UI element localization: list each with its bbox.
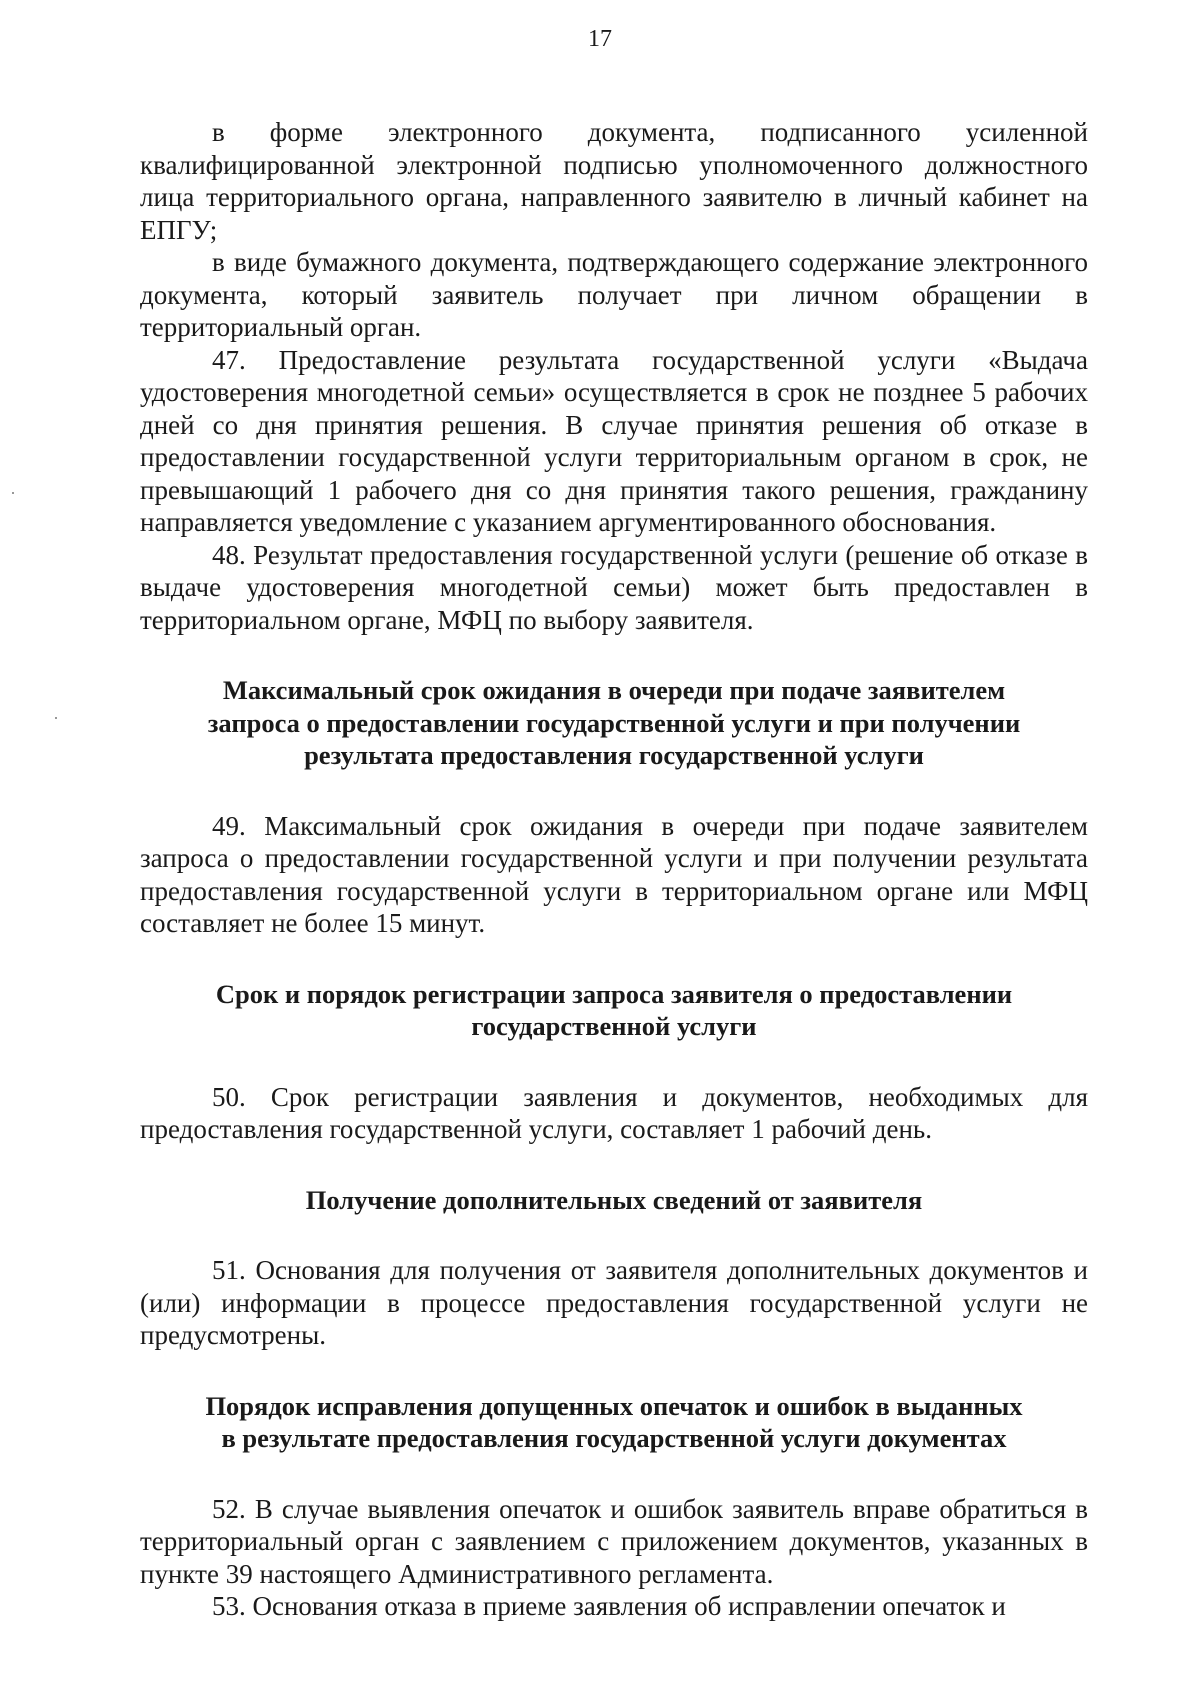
section-heading-registration: Срок и порядок регистрации запроса заявителя о предоставлении государственной услуги [215, 978, 1013, 1041]
paragraph-50: 50. Срок регистрации заявления и документов, необходимых для предоставления государственной услуги, составляет 1 рабочий день. [140, 1081, 1088, 1144]
paragraph-paper-form: в виде бумажного документа, подтверждающего содержание электронного документа, который заявитель получает при личном обращении в территориальный орган. [140, 247, 1088, 342]
paragraph-53: 53. Основания отказа в приеме заявления об исправлении опечаток и [212, 1591, 1006, 1621]
paragraph-47: 47. Предоставление результата государственной услуги «Выдача удостоверения многодетной семьи» осуществляется в срок не позднее 5 рабочих дней со дня принятия решения. В случае принятия решения об отказе в предоставлении государственной услуги территориальным органом в срок, не превышающий 1 рабочего дня со дня принятия такого решения, гражданину направляется уведомление с указанием аргументированного обоснования. [140, 344, 1088, 537]
paragraph-49: 49. Максимальный срок ожидания в очереди при подаче заявителем запроса о предоставлении государственной услуги и при получении результата предоставления государственной услуги в территориальном органе или МФЦ составляет не более 15 минут. [140, 810, 1088, 938]
section-heading-additional-info: Получение дополнительных сведений от заявителя [305, 1184, 923, 1215]
paragraph-51: 51. Основания для получения от заявителя дополнительных документов и (или) информации в процессе предоставления государственной услуги не предусмотрены. [140, 1255, 1088, 1350]
paragraph-electronic-form: в форме электронного документа, подписанного усиленной квалифицированной электронной подписью уполномоченного должностного лица территориального органа, направленного заявителю в личный кабинет на ЕПГУ; [140, 117, 1088, 245]
paragraph-48: 48. Результат предоставления государственной услуги (решение об отказе в выдаче удостоверения многодетной семьи) может быть предоставлен в территориальном органе, МФЦ по выбору заявителя. [140, 539, 1088, 635]
scan-speck [12, 492, 14, 494]
section-heading-corrections: Порядок исправления допущенных опечаток и ошибок в выданных в результате предоставления государственной услуги документах [205, 1390, 1023, 1453]
section-heading-waiting-time: Максимальный срок ожидания в очереди при подаче заявителем запроса о предоставлении государственной услуги и при получении результата предоставления государственной услуги [207, 675, 1021, 770]
scan-speck [55, 717, 57, 719]
page-number: 17 [588, 26, 612, 52]
paragraph-52: 52. В случае выявления опечаток и ошибок заявитель вправе обратиться в территориальный орган с заявлением с приложением документов, указанных в пункте 39 настоящего Административного регламента. [140, 1493, 1088, 1589]
document-body [140, 116, 1088, 1623]
